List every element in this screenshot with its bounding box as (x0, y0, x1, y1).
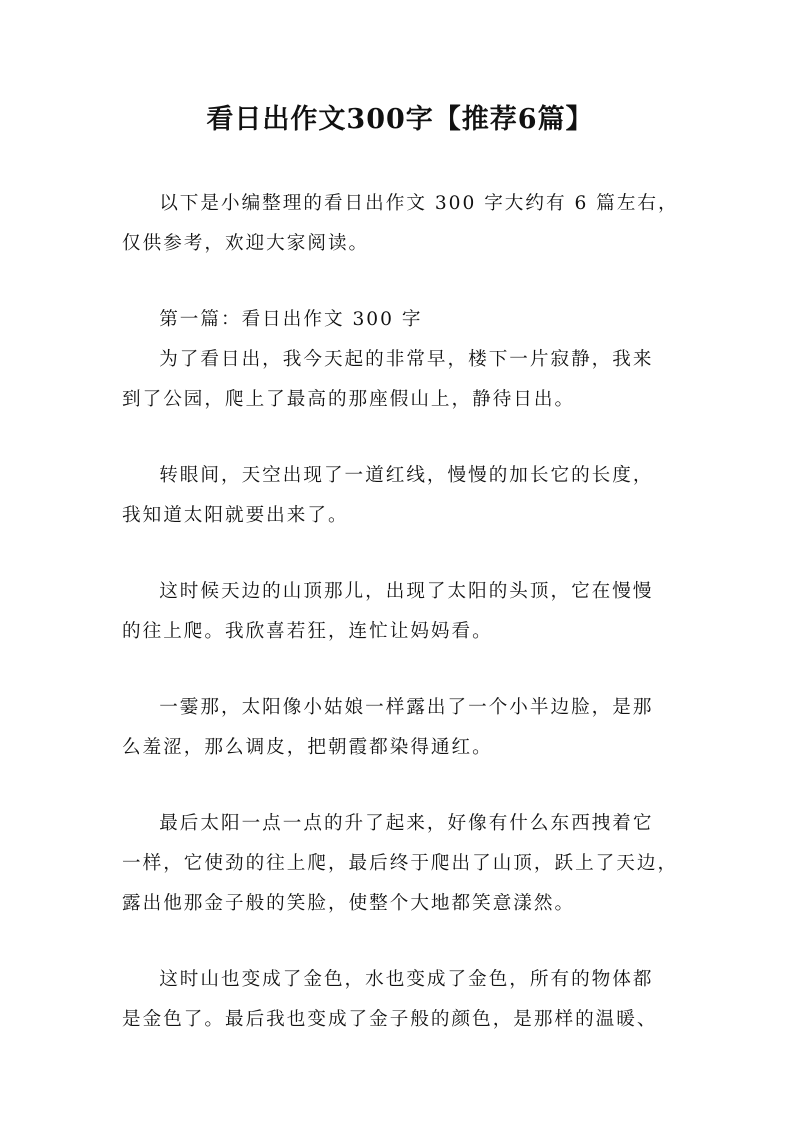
paragraph-line: 这时候天边的山顶那儿，出现了太阳的头顶，它在慢慢 (159, 581, 654, 602)
paragraph-line: 为了看日出，我今天起的非常早，楼下一片寂静，我来 (159, 349, 654, 370)
document-body (122, 184, 698, 1040)
paragraph-line: 这时山也变成了金色，水也变成了金色，所有的物体都 (159, 969, 654, 990)
body-paragraph (122, 456, 698, 536)
paragraph-line: 最后太阳一点一点的升了起来，好像有什么东西拽着它 (159, 813, 654, 834)
body-paragraph (122, 340, 698, 420)
paragraph-line: 仅供参考，欢迎大家阅读。 (122, 233, 370, 254)
intro-paragraph (122, 184, 698, 264)
body-paragraph (122, 572, 698, 652)
paragraph-line: 以下是小编整理的看日出作文 300 字大约有 6 篇左右， (159, 193, 679, 214)
paragraph-line: 么羞涩，那么调皮，把朝霞都染得通红。 (122, 737, 493, 758)
paragraph-line: 的往上爬。我欣喜若狂，连忙让妈妈看。 (122, 621, 493, 642)
section-heading (122, 300, 698, 340)
paragraph-line: 是金色了。最后我也变成了金子般的颜色，是那样的温暖、 (122, 1009, 658, 1030)
paragraph-line: 露出他那金子般的笑脸，使整个大地都笑意漾然。 (122, 893, 576, 914)
body-paragraph (122, 960, 698, 1040)
body-paragraph (122, 688, 698, 768)
paragraph-line: 一样，它使劲的往上爬，最后终于爬出了山顶，跃上了天边， (122, 853, 679, 874)
paragraph-line: 一霎那，太阳像小姑娘一样露出了一个小半边脸，是那 (159, 697, 654, 718)
paragraph-line: 我知道太阳就要出来了。 (122, 505, 349, 526)
document-title: 看日出作文300字【推荐6篇】 (206, 104, 594, 135)
paragraph-line: 到了公园，爬上了最高的那座假山上，静待日出。 (122, 389, 576, 410)
section-heading-text: 第一篇：看日出作文 300 字 (159, 309, 423, 330)
body-paragraph (122, 804, 698, 924)
paragraph-line: 转眼间，天空出现了一道红线，慢慢的加长它的长度， (159, 465, 654, 486)
